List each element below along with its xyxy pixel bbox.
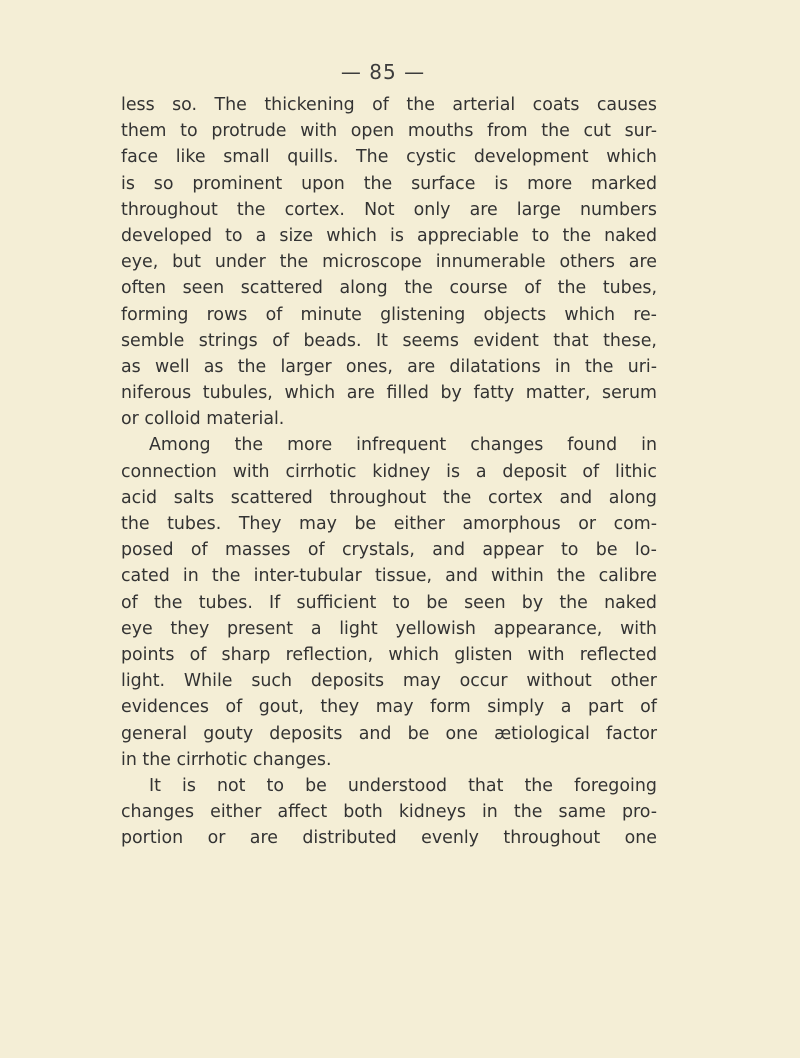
text-line: light. While such deposits may occur without other (121, 671, 657, 692)
text-line: in the cirrhotic changes. (121, 749, 332, 770)
text-line: developed to a size which is appreciable to the naked (121, 225, 657, 246)
text-line: throughout the cortex. Not only are large numbers (121, 199, 657, 220)
text-line: Among the more infrequent changes found in (149, 435, 657, 456)
text-line: acid salts scattered throughout the cortex and along (121, 487, 657, 508)
text-line: forming rows of minute glistening objects which re- (121, 304, 657, 325)
text-line: posed of masses of crystals, and appear to be lo- (121, 540, 657, 561)
text-line: face like small quills. The cystic development which (121, 147, 657, 168)
text-line: portion or are distributed evenly throughout one (121, 828, 657, 849)
text-line: them to protrude with open mouths from the cut sur- (121, 121, 657, 142)
text-line: often seen scattered along the course of the tubes, (121, 278, 657, 299)
text-line: points of sharp reflection, which glisten with reflected (121, 644, 657, 665)
text-line: less so. The thickening of the arterial coats causes (121, 95, 657, 115)
text-line: connection with cirrhotic kidney is a deposit of lithic (121, 461, 657, 482)
text-line: general gouty deposits and be one ætiological factor (121, 723, 657, 744)
text-line: eye, but under the microscope innumerable others are (121, 252, 657, 273)
text-line: niferous tubules, which are filled by fatty matter, serum (121, 383, 657, 404)
text-line: as well as the larger ones, are dilatations in the uri- (121, 356, 657, 377)
text-line: evidences of gout, they may form simply a part of (121, 697, 657, 718)
text-line: the tubes. They may be either amorphous or com- (121, 514, 657, 534)
body-text (121, 92, 657, 851)
text-line: of the tubes. If sufficient to be seen by the naked (121, 592, 657, 613)
text-line: is so prominent upon the surface is more marked (121, 173, 657, 194)
page-number: — 85 — (340, 60, 426, 84)
text-line: eye they present a light yellowish appearance, with (121, 618, 657, 639)
text-line: cated in the inter-tubular tissue, and within the calibre (121, 566, 657, 587)
text-line: or colloid material. (121, 409, 285, 430)
text-line: semble strings of beads. It seems evident that these, (121, 330, 657, 351)
text-line: changes either affect both kidneys in the same pro- (121, 802, 657, 823)
text-line: It is not to be understood that the foregoing (149, 775, 657, 796)
